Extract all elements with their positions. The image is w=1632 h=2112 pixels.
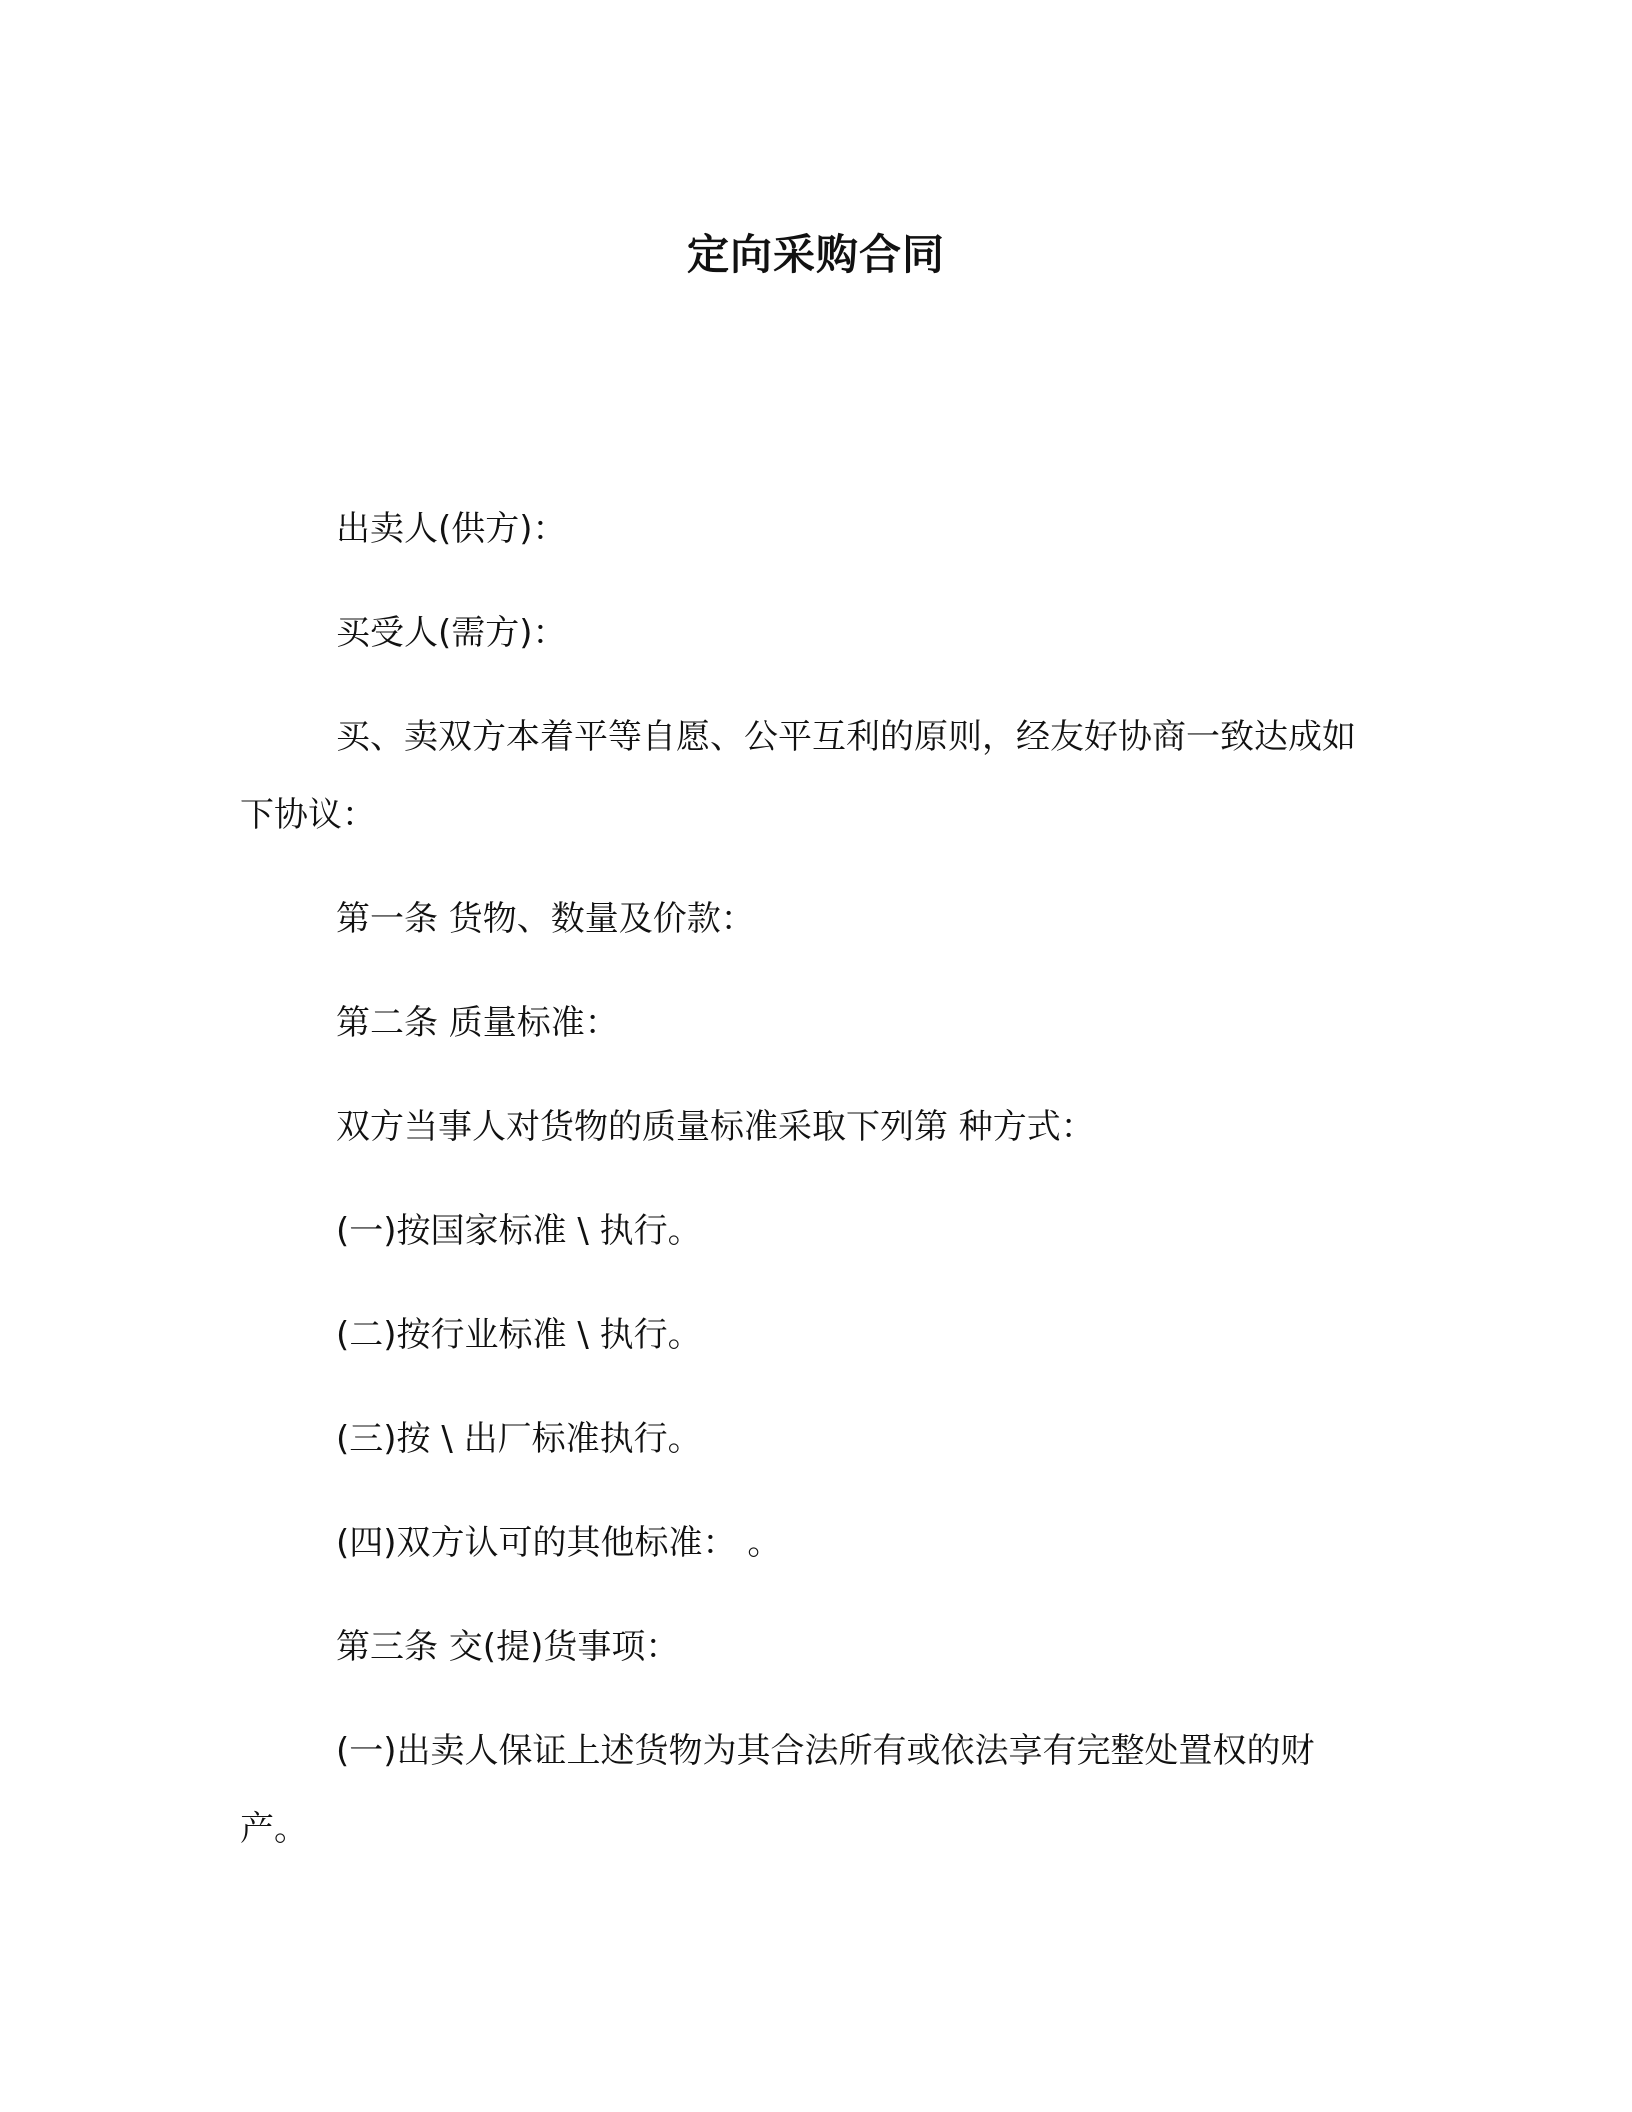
paragraph-article-2: 第二条 质量标准：: [336, 1003, 619, 1043]
paragraph-article-1: 第一条 货物、数量及价款：: [336, 899, 755, 939]
paragraph-option-3: (三)按 \ 出厂标准执行。: [336, 1419, 702, 1459]
paragraph-article-3: 第三条 交(提)货事项：: [336, 1627, 680, 1667]
paragraph-seller: 出卖人(供方)：: [336, 509, 567, 549]
paragraph-quality-method: 双方当事人对货物的质量标准采取下列第 种方式：: [336, 1107, 1095, 1147]
paragraph-option-2: (二)按行业标准 \ 执行。: [336, 1315, 702, 1355]
document-title: 定向采购合同: [686, 230, 945, 279]
paragraph-preamble: 买、卖双方本着平等自愿、公平互利的原则，经友好协商一致达成如下协议：: [240, 717, 1356, 835]
paragraph-delivery-1: (一)出卖人保证上述货物为其合法所有或依法享有完整处置权的财产。: [240, 1731, 1315, 1849]
document-body: [240, 490, 1380, 1894]
paragraph-option-4: (四)双方认可的其他标准： 。: [336, 1523, 782, 1563]
paragraph-option-1: (一)按国家标准 \ 执行。: [336, 1211, 702, 1251]
paragraph-buyer: 买受人(需方)：: [336, 613, 567, 653]
